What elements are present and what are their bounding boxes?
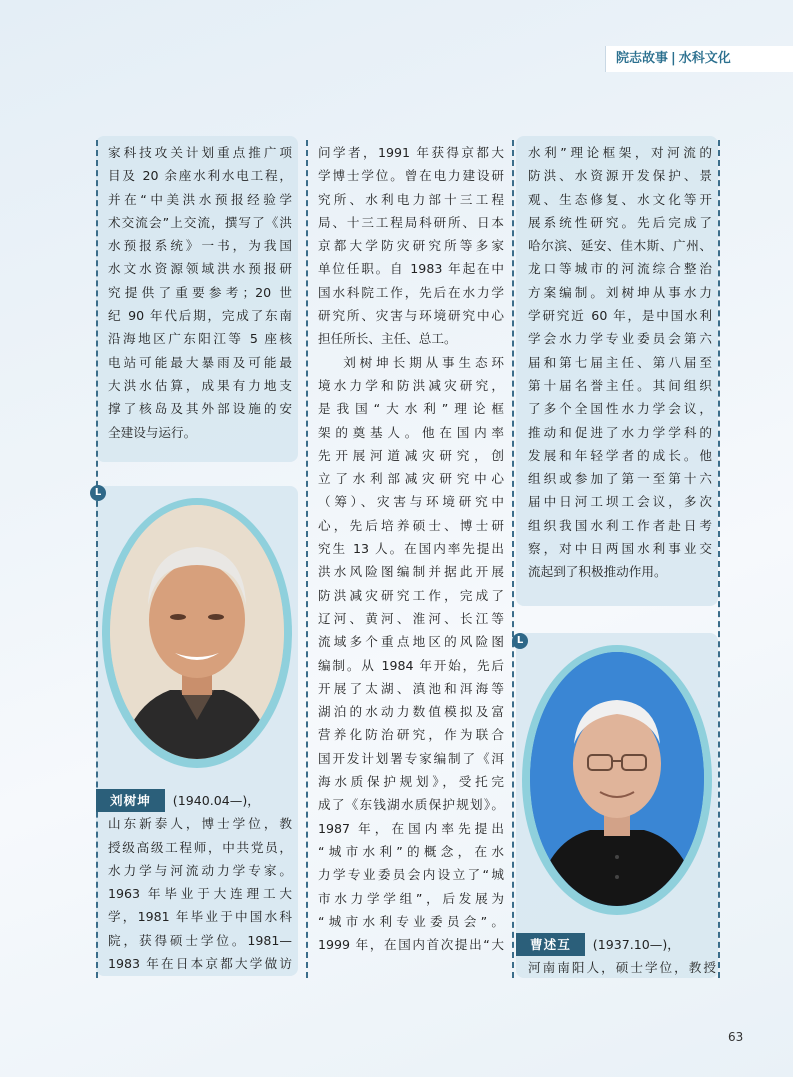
col2-paragraph-2 <box>318 351 504 957</box>
text-line: 防洪减灾研究工作，完成了 <box>318 587 504 603</box>
text-line: 推动和促进了水力学学科的 <box>528 424 712 440</box>
portrait-cao-shuhu <box>530 652 704 906</box>
text-line: 流域多个重点地区的风险图 <box>318 634 504 650</box>
text-line: 力学专业委员会内设立了“城 <box>318 867 504 883</box>
text-line: 防洪、水资源开发保护、景 <box>528 168 712 184</box>
person2-bio-lines <box>516 956 716 979</box>
text-line: 1983 年在日本京都大学做访 <box>108 956 292 972</box>
text-line: 家科技攻关计划重点推广项 <box>108 145 292 160</box>
section-header <box>605 46 793 72</box>
portrait-liu-shukun <box>110 505 284 759</box>
text-line: 发展和年轻学者的成长。他 <box>528 447 712 463</box>
text-line: 担任所长、主任、总工。 <box>318 331 457 347</box>
person2-marker-icon: L <box>512 633 528 649</box>
text-line: 心，先后培养硕士、博士研 <box>318 517 504 533</box>
text-line: 山东新泰人，博士学位，教 <box>108 816 292 832</box>
text-line: 目及 20 余座水利水电工程， <box>108 168 292 184</box>
text-line: 1963 年毕业于大连理工大 <box>108 886 292 902</box>
text-line: 并在“中美洪水预报经验学 <box>108 191 292 207</box>
col2-text <box>318 141 504 956</box>
text-line: 开展了太湖、滇池和洱海等 <box>318 680 504 696</box>
text-line: 组织我国水利工作者赴日考 <box>528 517 712 533</box>
text-line: 洪水风险图编制并据此开展 <box>318 564 504 580</box>
text-line: 学会水力学专业委员会第六 <box>528 331 712 347</box>
person2-name-tag: 曹述互 <box>516 933 585 956</box>
text-line: 展系统性研究。先后完成了 <box>528 214 712 230</box>
text-line: 第十届名誉主任。其间组织 <box>528 377 712 393</box>
text-line: 水利”理论框架，对河流的 <box>528 145 712 160</box>
text-line: 究提供了重要参考；20 世 <box>108 284 292 300</box>
col1-top-text <box>108 141 292 444</box>
text-line: 国水科院工作，先后在水力学 <box>318 284 504 300</box>
person2-dates: (1937.10—)， <box>592 937 680 952</box>
text-line: 单位任职。自 1983 年起在中 <box>318 261 504 277</box>
text-line: 市水力学学组”，后发展为 <box>318 890 504 906</box>
text-line: 问学者，1991 年获得京都大 <box>318 145 504 160</box>
person1-name-tag: 刘树坤 <box>96 789 165 812</box>
person1-bio-lines <box>96 812 292 975</box>
person2-bio <box>516 933 716 980</box>
text-line: 察，对中日两国水利事业交 <box>528 541 712 557</box>
text-line: 1999 年，在国内首次提出“大 <box>318 937 504 953</box>
text-line: 大洪水估算，成果有力地支 <box>108 377 292 393</box>
text-line: 纪 90 年代后期，完成了东南 <box>108 308 292 324</box>
col2-left-guide-line <box>306 140 308 978</box>
col3-top-text <box>528 141 712 584</box>
text-line: 术交流会”上交流，撰写了《洪 <box>108 214 292 230</box>
text-line: 届和第七届主任、第八届至 <box>528 354 712 370</box>
text-line: 成了《东钱湖水质保护规划》。 <box>318 797 504 813</box>
text-line: “城市水利”的概念，在水 <box>318 843 504 859</box>
text-line: 是我国“大水利”理论框 <box>318 401 504 417</box>
text-line: 电站可能最大暴雨及可能最 <box>108 354 292 370</box>
text-line: 学博士学位。曾在电力建设研 <box>318 168 504 184</box>
text-line: 方案编制。刘树坤从事水力 <box>528 284 712 300</box>
text-line: 营养化防治研究，作为联合 <box>318 727 504 743</box>
page-number: 63 <box>728 1030 744 1044</box>
text-line: 届中日河工坝工会议，多次 <box>528 494 712 510</box>
text-line: 境水力学和防洪减灾研究， <box>318 377 504 393</box>
text-line: 院，获得硕士学位。1981— <box>108 932 292 948</box>
text-line: 观、生态修复、水文化等开 <box>528 191 712 207</box>
text-line: 海水质保护规划》，受托完 <box>318 774 504 790</box>
text-line: 河南南阳人，硕士学位，教授 <box>528 960 716 976</box>
text-line: 水力学与河流动力学专家。 <box>108 862 292 878</box>
text-line: 流起到了积极推动作用。 <box>528 564 667 580</box>
col2-paragraph-1 <box>318 141 504 351</box>
header-separator: | <box>671 51 676 66</box>
text-line: 1987 年，在国内率先提出 <box>318 820 504 836</box>
person1-bio <box>96 789 292 975</box>
text-line: 学研究近 60 年，是中国水利 <box>528 308 712 324</box>
text-line: 学，1981 年毕业于中国水科 <box>108 909 292 925</box>
text-line: 哈尔滨、延安、佳木斯、广州、 <box>528 238 712 254</box>
text-line: 沿海地区广东阳江等 5 座核 <box>108 331 292 347</box>
text-line: 立了水利部减灾研究中心 <box>318 471 504 487</box>
text-line: 水文水资源领域洪水预报研 <box>108 261 292 277</box>
text-line: 究生 13 人。在国内率先提出 <box>318 541 504 557</box>
text-line: 辽河、黄河、淮河、长江等 <box>318 610 504 626</box>
col3-guide-line <box>718 140 720 978</box>
text-line: 了多个全国性水力学会议， <box>528 401 712 417</box>
text-line: 撑了核岛及其外部设施的安 <box>108 401 292 417</box>
text-line: 架的奠基人。他在国内率 <box>318 424 504 440</box>
text-line: 组织或参加了第一至第十六 <box>528 471 712 487</box>
text-line: 龙口等城市的河流综合整治 <box>528 261 712 277</box>
text-line: 湖泊的水动力数值模拟及富 <box>318 704 504 720</box>
text-line: 刘树坤长期从事生态环 <box>343 354 504 370</box>
text-line: （筹）、灾害与环境研究中 <box>318 494 504 510</box>
header-section: 院志故事 <box>616 51 669 66</box>
text-line: 国开发计划署专家编制了《洱 <box>318 750 504 766</box>
text-line: 局、十三工程局科研所、日本 <box>318 214 504 230</box>
header-column: 水科文化 <box>678 51 731 66</box>
text-line: 先开展河道减灾研究，创 <box>318 447 504 463</box>
person1-marker-icon: L <box>90 485 106 501</box>
text-line: “城市水利专业委员会”。 <box>318 913 504 929</box>
col2-right-guide-line <box>512 140 514 978</box>
text-line: 授级高级工程师，中共党员， <box>108 839 292 855</box>
text-line: 编制。从 1984 年开始，先后 <box>318 657 504 673</box>
text-line: 全建设与运行。 <box>108 424 197 440</box>
person1-dates: (1940.04—)， <box>172 793 260 808</box>
text-line: 研究所、灾害与环境研究中心 <box>318 308 504 324</box>
text-line: 京都大学防灾研究所等多家 <box>318 238 504 254</box>
text-line: 水预报系统》一书，为我国 <box>108 238 292 254</box>
text-line: 究所、水利电力部十三工程 <box>318 191 504 207</box>
